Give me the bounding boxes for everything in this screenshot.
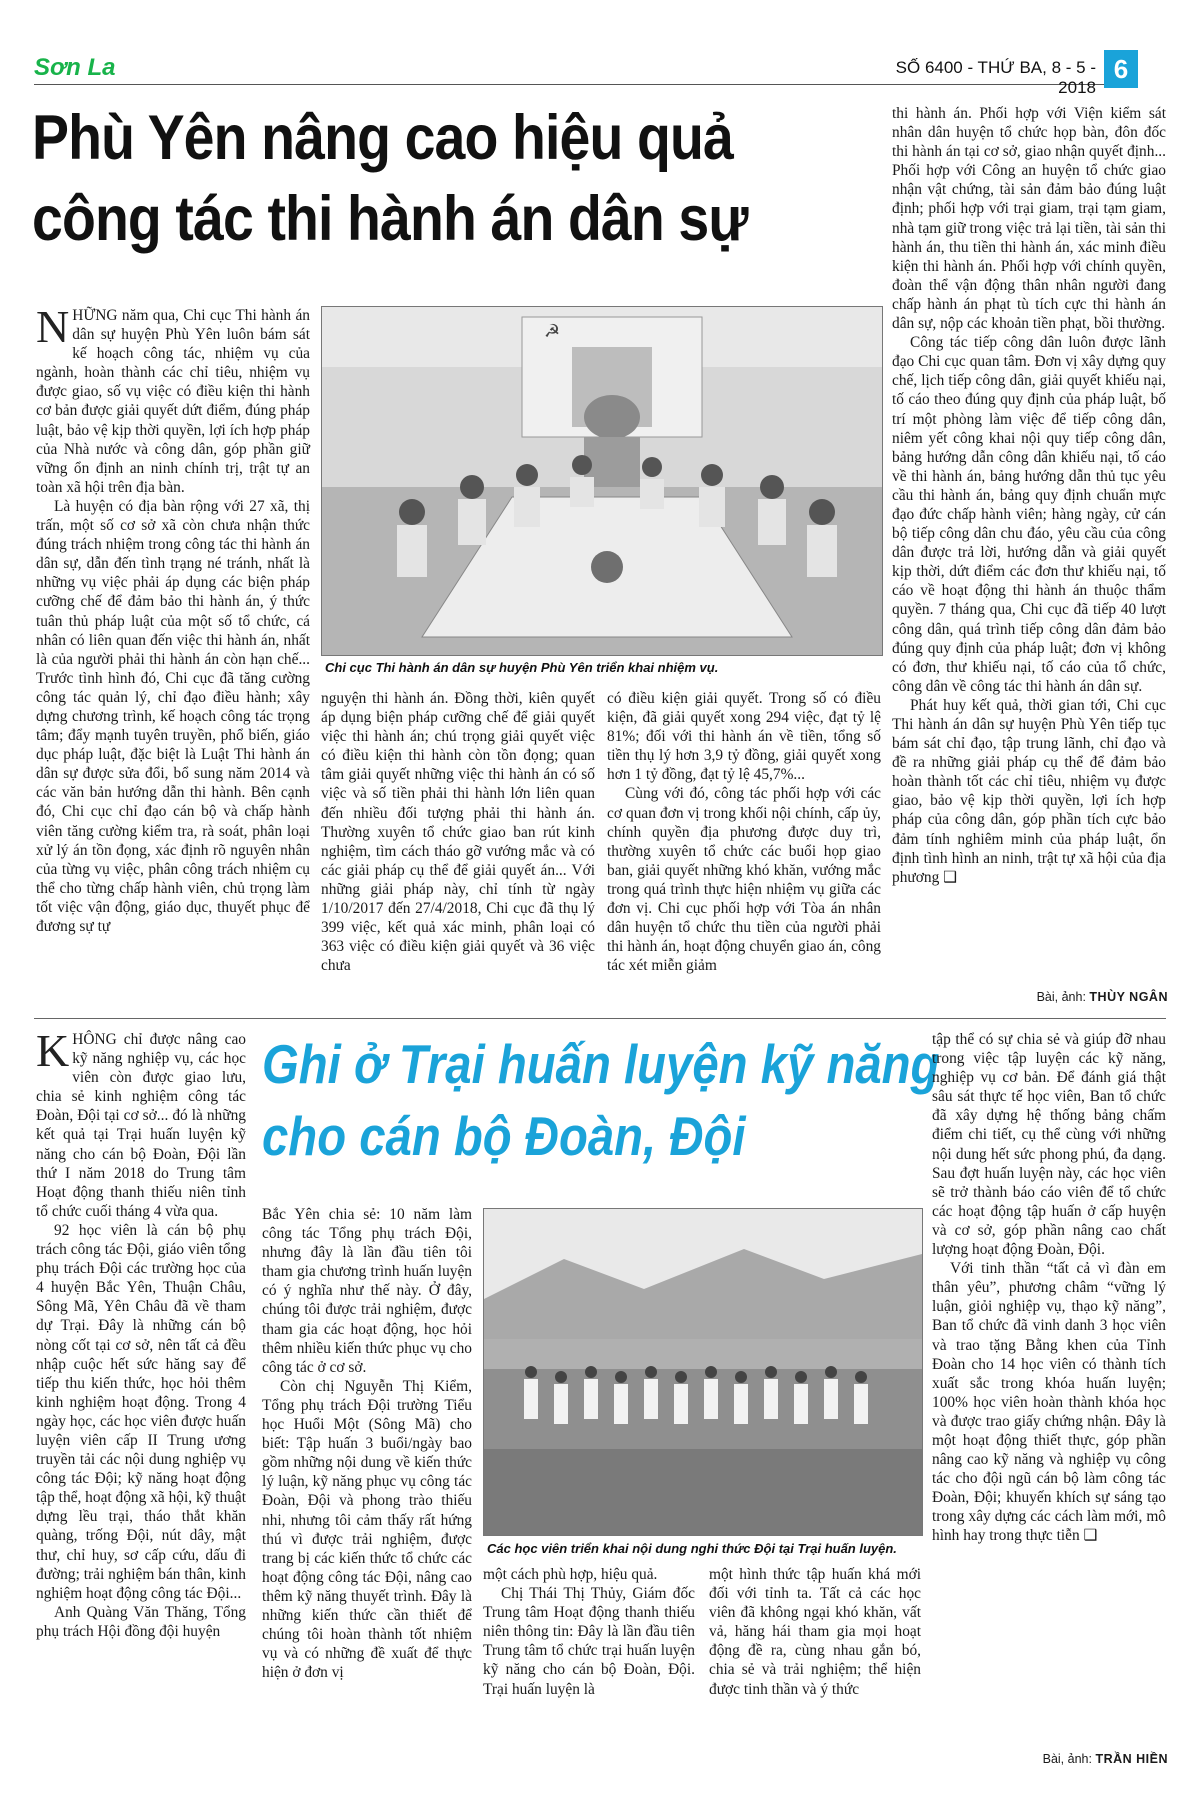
article2-title [262, 1028, 940, 1172]
article2-column-1 [36, 1025, 246, 1641]
article2-paragraph: tập thể có sự chia sẻ và giúp đỡ nhau trong việc tập luyện các kỹ năng, nghiệp vụ cơ bản. Để đánh giá thật sâu sát thực tế học viên, Ban tổ chức đã xây dựng hệ thống bảng chấm điểm chi tiết, cụ thể cùng với những nội dung hết sức phong phú, đa dạng. Sau đợt huấn luyện này, các học viên sẽ trở thành báo cáo viên để tổ chức các hoạt động tập huấn ở cấp huyện và cơ sở, góp phần nâng cao chất lượng hoạt động Đoàn, Đội. [932, 1031, 1166, 1259]
article2-byline-name: TRẦN HIỀN [1095, 1752, 1168, 1766]
article2-column-5 [932, 1030, 1166, 1546]
svg-text:☭: ☭ [544, 321, 561, 341]
article2-paragraph: một hình thức tập huấn khá mới đối với tỉnh ta. Tất cả các học viên đã không ngại khó khăn, vất vả, hăng hái tham gia mọi hoạt động đề ra, cùng nhau gắn bó, chia sẻ và trải nghiệm; thể hiện được tinh thần và ý thức [709, 1566, 921, 1698]
article2-lead: HÔNG chỉ được nâng cao kỹ năng nghiệp vụ, các học viên còn được giao lưu, chia sẻ kinh nghiệm công tác Đoàn, Đội tại cơ sở... đó là những kết quả tại Trại huấn luyện kỹ năng cho cán bộ Đoàn, Đội lần thứ I năm 2018 do Trung tâm Hoạt động thanh thiếu niên tỉnh tổ chức cuối tháng 4 vừa qua. [36, 1031, 246, 1220]
article2-byline [932, 1752, 1168, 1766]
article1-paragraph: Là huyện có địa bàn rộng với 27 xã, thị trấn, một số cơ sở xã còn chưa nhận thức đúng trách nhiệm trong công tác thi hành án dân sự, dẫn đến tình trạng né tránh, nhất là những vụ việc phải áp dụng các biện pháp cưỡng chế để đảm bảo thi hành án, ý thức tuân thủ pháp luật của một số tổ chức, cá nhân có liên quan đến việc thi hành án, nhất là của người phải thi hành án còn hạn chế... Trước tình hình đó, Chi cục đã tăng cường công tác quản lý, chỉ đạo điều hành; xây dựng chương trình, kế hoạch công tác trọng tâm; đẩy mạnh tuyên truyền, phổ biến, giáo dục pháp luật, đặc biệt là Luật Thi hành án dân sự được sửa đổi, bổ sung năm 2014 và các văn bản hướng dẫn thi hành. Bên cạnh đó, Chi cục chỉ đạo cán bộ và chấp hành viên tăng cường kiểm tra, rà soát, phân loại xử lý án tồn đọng, xác định rõ nguyên nhân của từng vụ việc, phân công trách nhiệm cụ thể cho từng chấp hành viên, chủ trọng làm tốt việc vận động, giáo dục, thuyết phục để đương sự tự [36, 497, 310, 935]
article1-paragraph: Công tác tiếp công dân luôn được lãnh đạo Chi cục quan tâm. Đơn vị xây dựng quy chế, lịch tiếp công dân, giải quyết khiếu nại, tố cáo theo đúng quy định của pháp luật, bố trí một phòng làm việc để tiếp công dân, niêm yết công khai nội quy tiếp công dân, bảng hướng dẫn công dân khiếu nại, tố cáo về thi hành án, bảng hướng dẫn thủ tục yêu cầu thi hành án, bảng quy định chuẩn mực đạo đức chấp hành viên; hàng ngày, cử cán bộ tiếp công dân chu đáo, yêu cầu của công dân được trả lời, hướng dẫn và giải quyết kịp thời, dứt điểm các đơn thư khiếu nại, tố cáo về hoạt động thi hành án thuộc thẩm quyền. 7 tháng qua, Chi cục đã tiếp 40 lượt công dân, quá trình tiếp công dân đảm bảo đúng quy định của pháp luật; đơn vị không có đơn, thư khiếu nại, tố cáo của tổ chức, công dân về công tác thi hành án dân sự. [892, 334, 1166, 695]
article1-byline-label: Bài, ảnh: [1036, 990, 1086, 1004]
article1-title-line2: công tác thi hành án dân sự [32, 184, 748, 254]
article2-photo-caption: Các học viên triển khai nội dung nghi thức Đội tại Trại huấn luyện. [487, 1541, 897, 1556]
article2-paragraph: Còn chị Nguyễn Thị Kiểm, Tổng phụ trách Đội trường Tiểu học Huổi Một (Sông Mã) cho biết: Tập huấn 3 buổi/ngày bao gồm những nội dung về kiến thức lý luận, kỹ năng phục vụ công tác Đoàn, Đội và phong trào thiếu nhi, nhưng tôi cảm thấy rất hứng thú vì được trải nghiệm, được trang bị các kiến thức tổ chức các hoạt động công tác Đội, nâng cao thêm kỹ năng thuyết trình. Đây là những kiến thức cần thiết để chúng tôi hoàn thành tốt nhiệm vụ và có những đề xuất để thực hiện ở đơn vị [262, 1377, 472, 1682]
article1-paragraph: Phát huy kết quả, thời gian tới, Chi cục Thi hành án dân sự huyện Phù Yên tiếp tục bám sát chỉ đạo, tập trung lãnh, chỉ đạo và đề ra những giải pháp cụ thể để đảm bảo hoàn thành tốt các chỉ tiêu, nhiệm vụ được giao, bảo vệ kịp thời quyền, lợi ích hợp pháp của công dân, góp phần tích cực bảo đảm tính nghiêm minh của pháp luật, ổn định tình hình an ninh, trật tự xã hội của địa phương ❑ [892, 696, 1166, 886]
article2-column-2 [262, 1205, 472, 1682]
article1-column-2 [321, 689, 595, 975]
article2-paragraph: một cách phù hợp, hiệu quả. [483, 1566, 658, 1583]
article1-paragraph: Cùng với đó, công tác phối hợp với các cơ quan đơn vị trong khối nội chính, cấp ủy, chính quyền địa phương được duy trì, thường xuyên tổ chức các buổi họp giao ban, giải quyết những khó khăn, vướng mắc trong quá trình thực hiện nhiệm vụ giữa các đơn vị. Chi cục phối hợp với Tòa án nhân dân huyện tổ chức thu tiền của người phải thi hành án, hoạt động chuyển giao án, công tác xét miễn giảm [607, 785, 881, 975]
article1-column-3 [607, 689, 881, 975]
article2-column-3 [483, 1565, 695, 1699]
article2-paragraph: Anh Quàng Văn Thăng, Tổng phụ trách Hội đồng đội huyện [36, 1603, 246, 1640]
article1-byline [892, 990, 1168, 1004]
page-number: 6 [1113, 54, 1129, 84]
article2-paragraph: Bắc Yên chia sẻ: 10 năm làm công tác Tổng phụ trách Đội, nhưng đây là lần đầu tiên tôi tham gia chương trình huấn luyện có ý nghĩa như thế này. Ở đây, chúng tôi được trải nghiệm, được tham gia các hoạt động, học hỏi thêm nhiều kiến thức phục vụ cho công tác ở cơ sở. [262, 1206, 472, 1376]
article1-column-1 [36, 301, 310, 936]
article1-column-4 [892, 104, 1166, 887]
article2-title-line2: cho cán bộ Đoàn, Đội [262, 1105, 746, 1167]
article2-paragraph: Với tinh thần “tất cả vì đàn em thân yêu”, phương châm “vững lý luận, giỏi nghiệp vụ, thạo kỹ năng”, Ban tổ chức đã vinh danh 3 học viên và trao tặng Bằng khen của Tỉnh Đoàn cho 14 học viên có thành tích xuất sắc trong khóa huấn luyện; 100% học viên hoàn thành khóa học và được trao giấy chứng nhận. Đây là một hoạt động thiết thực, góp phần nâng cao kỹ năng và nghiệp vụ công tác cho đội ngũ cán bộ làm công tác Đoàn, Đội; khuyến khích sự sáng tạo trong xây dựng các cách làm mới, mô hình hay trong thực tiễn ❑ [932, 1260, 1166, 1545]
article2-column-4 [709, 1565, 921, 1699]
article1-title [32, 98, 780, 260]
article-divider [34, 1018, 1166, 1019]
page-number-badge [1104, 50, 1138, 88]
article1-paragraph: thi hành án. Phối hợp với Viện kiểm sát nhân dân huyện tổ chức họp bàn, đôn đốc thi hành án tại cơ sở, giao nhận quyết định... Phối hợp với Công an huyện tổ chức giao nhận vật chứng, tài sản đảm bảo đúng luật định; phối hợp với trại giam, trại tạm giam, nhà tạm giữ trong việc trả lại tiền, tài sản thi hành án, thu tiền thi hành án, xác minh điều kiện thi hành án. Phối hợp với chính quyền, đoàn thể vận động thân nhân người đang chấp hành án phạt tù tích cực thi hành án dân sự, nộp các khoản tiền phạt, bồi thường. [892, 105, 1166, 333]
article1-paragraph: nguyện thi hành án. Đồng thời, kiên quyết áp dụng biện pháp cưỡng chế để giải quyết việc thi hành án; chú trọng giải quyết việc có điều kiện thi hành còn tồn đọng; quan tâm giải quyết những việc thi hành án có số việc và số tiền phải thi hành lớn liên quan đến nhiều đối tượng phải thi hành án. Thường xuyên tổ chức giao ban rút kinh nghiệm, tìm cách tháo gỡ vướng mắc và có các giải pháp cụ thể để giải quyết án... Với những giải pháp này, chỉ tính từ ngày 1/10/2017 đến 27/4/2018, Chi cục đã thụ lý 399 việc, kết quả xác minh, phân loại có 363 việc có điều kiện giải quyết và 36 việc chưa [321, 690, 595, 975]
issue-info: SỐ 6400 - THỨ BA, 8 - 5 - 2018 [895, 58, 1096, 97]
article1-byline-name: THÙY NGÂN [1089, 990, 1168, 1004]
article1-paragraph: có điều kiện giải quyết. Trong số có điều kiện, đã giải quyết xong 294 việc, đạt tỷ lệ 81%; đối với thi hành án về tiền, tổng số tiền thụ lý hơn 3,9 tỷ đồng, giải quyết xong hơn 1 tỷ đồng, đạt tỷ lệ 45,7%... [607, 690, 881, 784]
article2-dropcap: K [36, 1025, 70, 1076]
article2-paragraph: 92 học viên là cán bộ phụ trách công tác Đội, giáo viên tổng phụ trách Đội các trường học của 4 huyện Bắc Yên, Thuận Châu, Sông Mã, Yên Châu đã về tham dự Trại. Đây là những cán bộ nòng cốt tại cơ sở, nên tất cả đều nhập cuộc hết sức hăng say để tiếp thu kiến thức, học hỏi thêm kinh nghiệm hoạt động. Trong 4 ngày học, các học viên được huấn luyện viên cấp II Trung ương truyền tải các nội dung nghiệp vụ công tác Đội; kỹ năng hoạt động tập thể, hoạt động xã hội, kỹ thuật dựng lều trại, tháo thắt khăn quàng, trống Đội, nút dây, mật thư, chỉ huy, sơ cấp cứu, dấu đi đường; trải nghiệm bán thân, kinh nghiệm hoạt động công tác Đội... [36, 1221, 246, 1602]
article1-photo-caption: Chi cục Thi hành án dân sự huyện Phù Yên triển khai nhiệm vụ. [325, 660, 719, 675]
article2-byline-label: Bài, ảnh: [1042, 1752, 1092, 1766]
article1-lead: HỮNG năm qua, Chi cục Thi hành án dân sự huyện Phù Yên luôn bám sát kế hoạch công tác, nhiệm vụ của ngành, hoàn thành các chỉ tiêu, nhiệm vụ được giao, số vụ việc có điều kiện thi hành cơ bản được giải quyết dứt điểm, đúng pháp luật, bảo vệ kịp thời quyền, lợi ích hợp pháp của Nhà nước và công dân, góp phần giữ vững ổn định an ninh chính trị, trật tự an toàn xã hội trên địa bàn. [36, 307, 310, 496]
article2-title-line1: Ghi ở Trại huấn luyện kỹ năng [262, 1033, 940, 1095]
article2-photo [483, 1208, 923, 1536]
article1-photo [321, 306, 883, 656]
article1-dropcap: N [36, 301, 70, 352]
article1-title-line1: Phù Yên nâng cao hiệu quả [32, 103, 733, 173]
training-camp-photo-illustration [484, 1209, 922, 1535]
meeting-photo-illustration [322, 307, 882, 655]
article2-paragraph: Chị Thái Thị Thủy, Giám đốc Trung tâm Hoạt động thanh thiếu niên thông tin: Đây là lần đầu tiên Trung tâm tổ chức trại huấn luyện kỹ năng cho cán bộ Đoàn, Đội. Trại huấn luyện là [483, 1585, 695, 1698]
section-name: Sơn La [34, 54, 116, 81]
